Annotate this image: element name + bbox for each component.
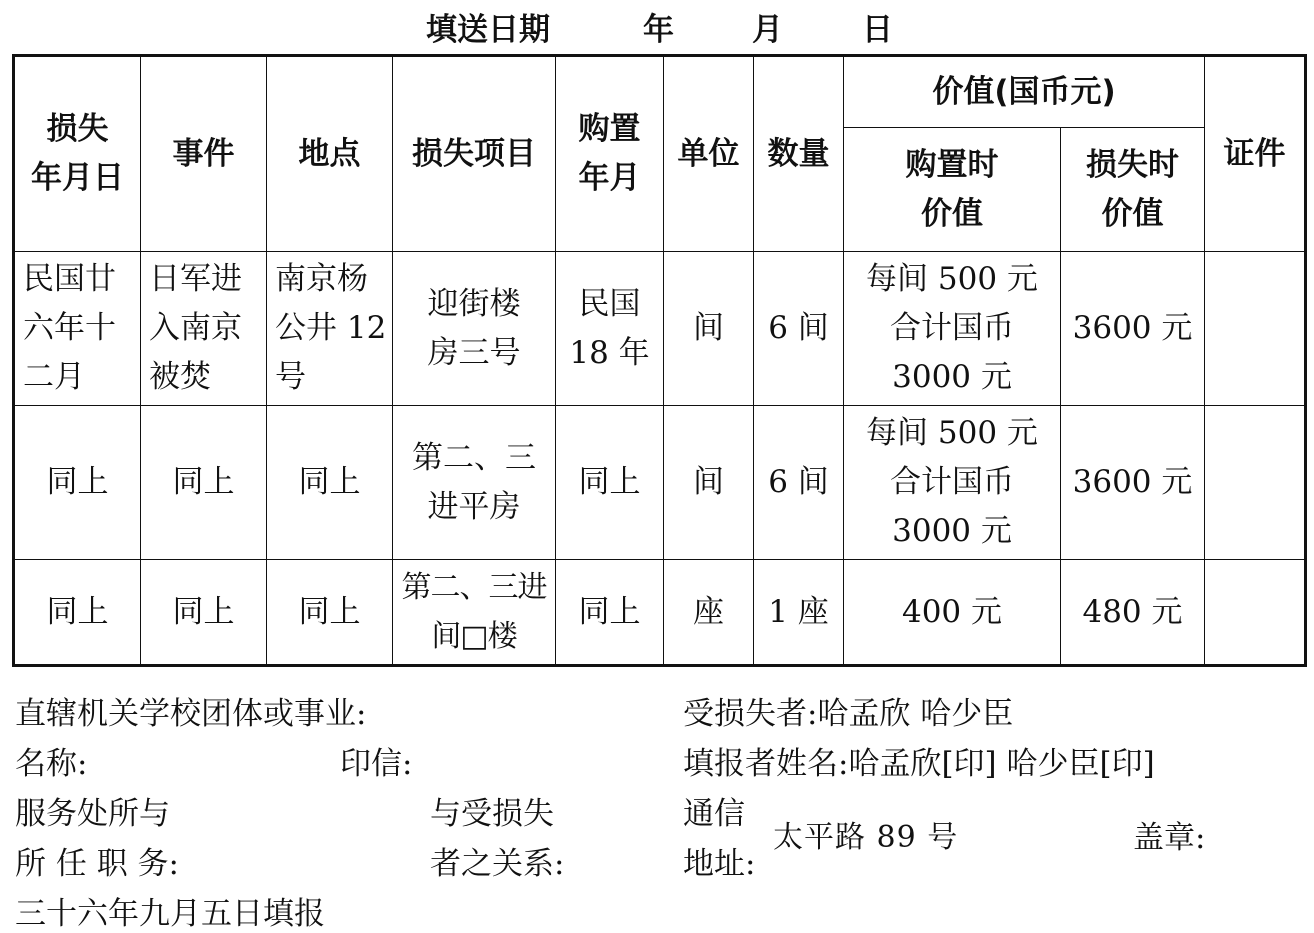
- cell-quantity: 6 间: [754, 406, 844, 560]
- filing-date-day: 日: [862, 12, 893, 48]
- cell-unit: 座: [664, 560, 754, 666]
- cell-certificate: [1205, 252, 1306, 406]
- cell-value-purchase: 400 元: [844, 560, 1061, 666]
- filing-date-year: 年: [643, 12, 674, 48]
- cell-value-purchase: 每间 500 元 合计国币 3000 元: [844, 406, 1061, 560]
- cell-purchase-date: 民国 18 年: [556, 252, 664, 406]
- header-certificate: 证件: [1205, 56, 1306, 252]
- cell-loss-date: 同上: [14, 560, 141, 666]
- service-label-line2: 所 任 职 务:: [15, 846, 180, 882]
- filing-date-month: 月: [752, 12, 783, 48]
- header-event: 事件: [141, 56, 267, 252]
- seal-label: 印信:: [340, 746, 413, 782]
- cell-place: 同上: [267, 560, 393, 666]
- cell-unit: 间: [664, 406, 754, 560]
- name-label: 名称:: [15, 746, 88, 782]
- cell-value-purchase: 每间 500 元 合计国币 3000 元: [844, 252, 1061, 406]
- filing-date-line: [0, 2, 1314, 46]
- cell-item: 第二、三 进平房: [393, 406, 556, 560]
- table-row: [14, 252, 1306, 406]
- relation-label-line2: 者之关系:: [430, 846, 565, 882]
- filed-date: 三十六年九月五日填报: [15, 896, 325, 932]
- header-purchase-date: 购置 年月: [556, 56, 664, 252]
- cell-event: 日军进 入南京 被焚: [141, 252, 267, 406]
- header-value-loss: 损失时 价值: [1061, 128, 1205, 252]
- cell-item: 迎街楼 房三号: [393, 252, 556, 406]
- header-value-purchase: 购置时 价值: [844, 128, 1061, 252]
- loss-report-table: [12, 54, 1307, 667]
- stamp-label: 盖章:: [1133, 820, 1206, 856]
- relation-label-line1: 与受损失: [430, 796, 554, 832]
- address-label-line1: 通信: [683, 796, 745, 832]
- cell-purchase-date: 同上: [556, 406, 664, 560]
- cell-quantity: 6 间: [754, 252, 844, 406]
- address-value: 太平路 89 号: [773, 820, 959, 855]
- cell-event: 同上: [141, 560, 267, 666]
- cell-certificate: [1205, 406, 1306, 560]
- cell-loss-date: 民国廿 六年十 二月: [14, 252, 141, 406]
- address-label-line2: 地址:: [683, 846, 756, 882]
- header-unit: 单位: [664, 56, 754, 252]
- header-row-1: [14, 56, 1306, 128]
- cell-quantity: 1 座: [754, 560, 844, 666]
- cell-value-loss: 480 元: [1061, 560, 1205, 666]
- cell-item: 第二、三进 间□楼: [393, 560, 556, 666]
- cell-place: 南京杨 公井 12 号: [267, 252, 393, 406]
- cell-value-loss: 3600 元: [1061, 406, 1205, 560]
- org-label: 直辖机关学校团体或事业:: [15, 696, 367, 732]
- header-value-group: 价值(国币元): [844, 56, 1205, 128]
- cell-value-loss: 3600 元: [1061, 252, 1205, 406]
- header-quantity: 数量: [754, 56, 844, 252]
- cell-unit: 间: [664, 252, 754, 406]
- victim-line: 受损失者:哈孟欣 哈少臣: [683, 696, 1014, 732]
- cell-certificate: [1205, 560, 1306, 666]
- reporter-line: 填报者姓名:哈孟欣[印] 哈少臣[印]: [683, 746, 1155, 782]
- filing-date-label: 填送日期: [426, 12, 550, 48]
- table-row: [14, 406, 1306, 560]
- cell-purchase-date: 同上: [556, 560, 664, 666]
- service-label-line1: 服务处所与: [15, 796, 170, 832]
- cell-place: 同上: [267, 406, 393, 560]
- cell-event: 同上: [141, 406, 267, 560]
- header-loss-date: 损失 年月日: [14, 56, 141, 252]
- table-row: [14, 560, 1306, 666]
- header-item: 损失项目: [393, 56, 556, 252]
- cell-loss-date: 同上: [14, 406, 141, 560]
- header-place: 地点: [267, 56, 393, 252]
